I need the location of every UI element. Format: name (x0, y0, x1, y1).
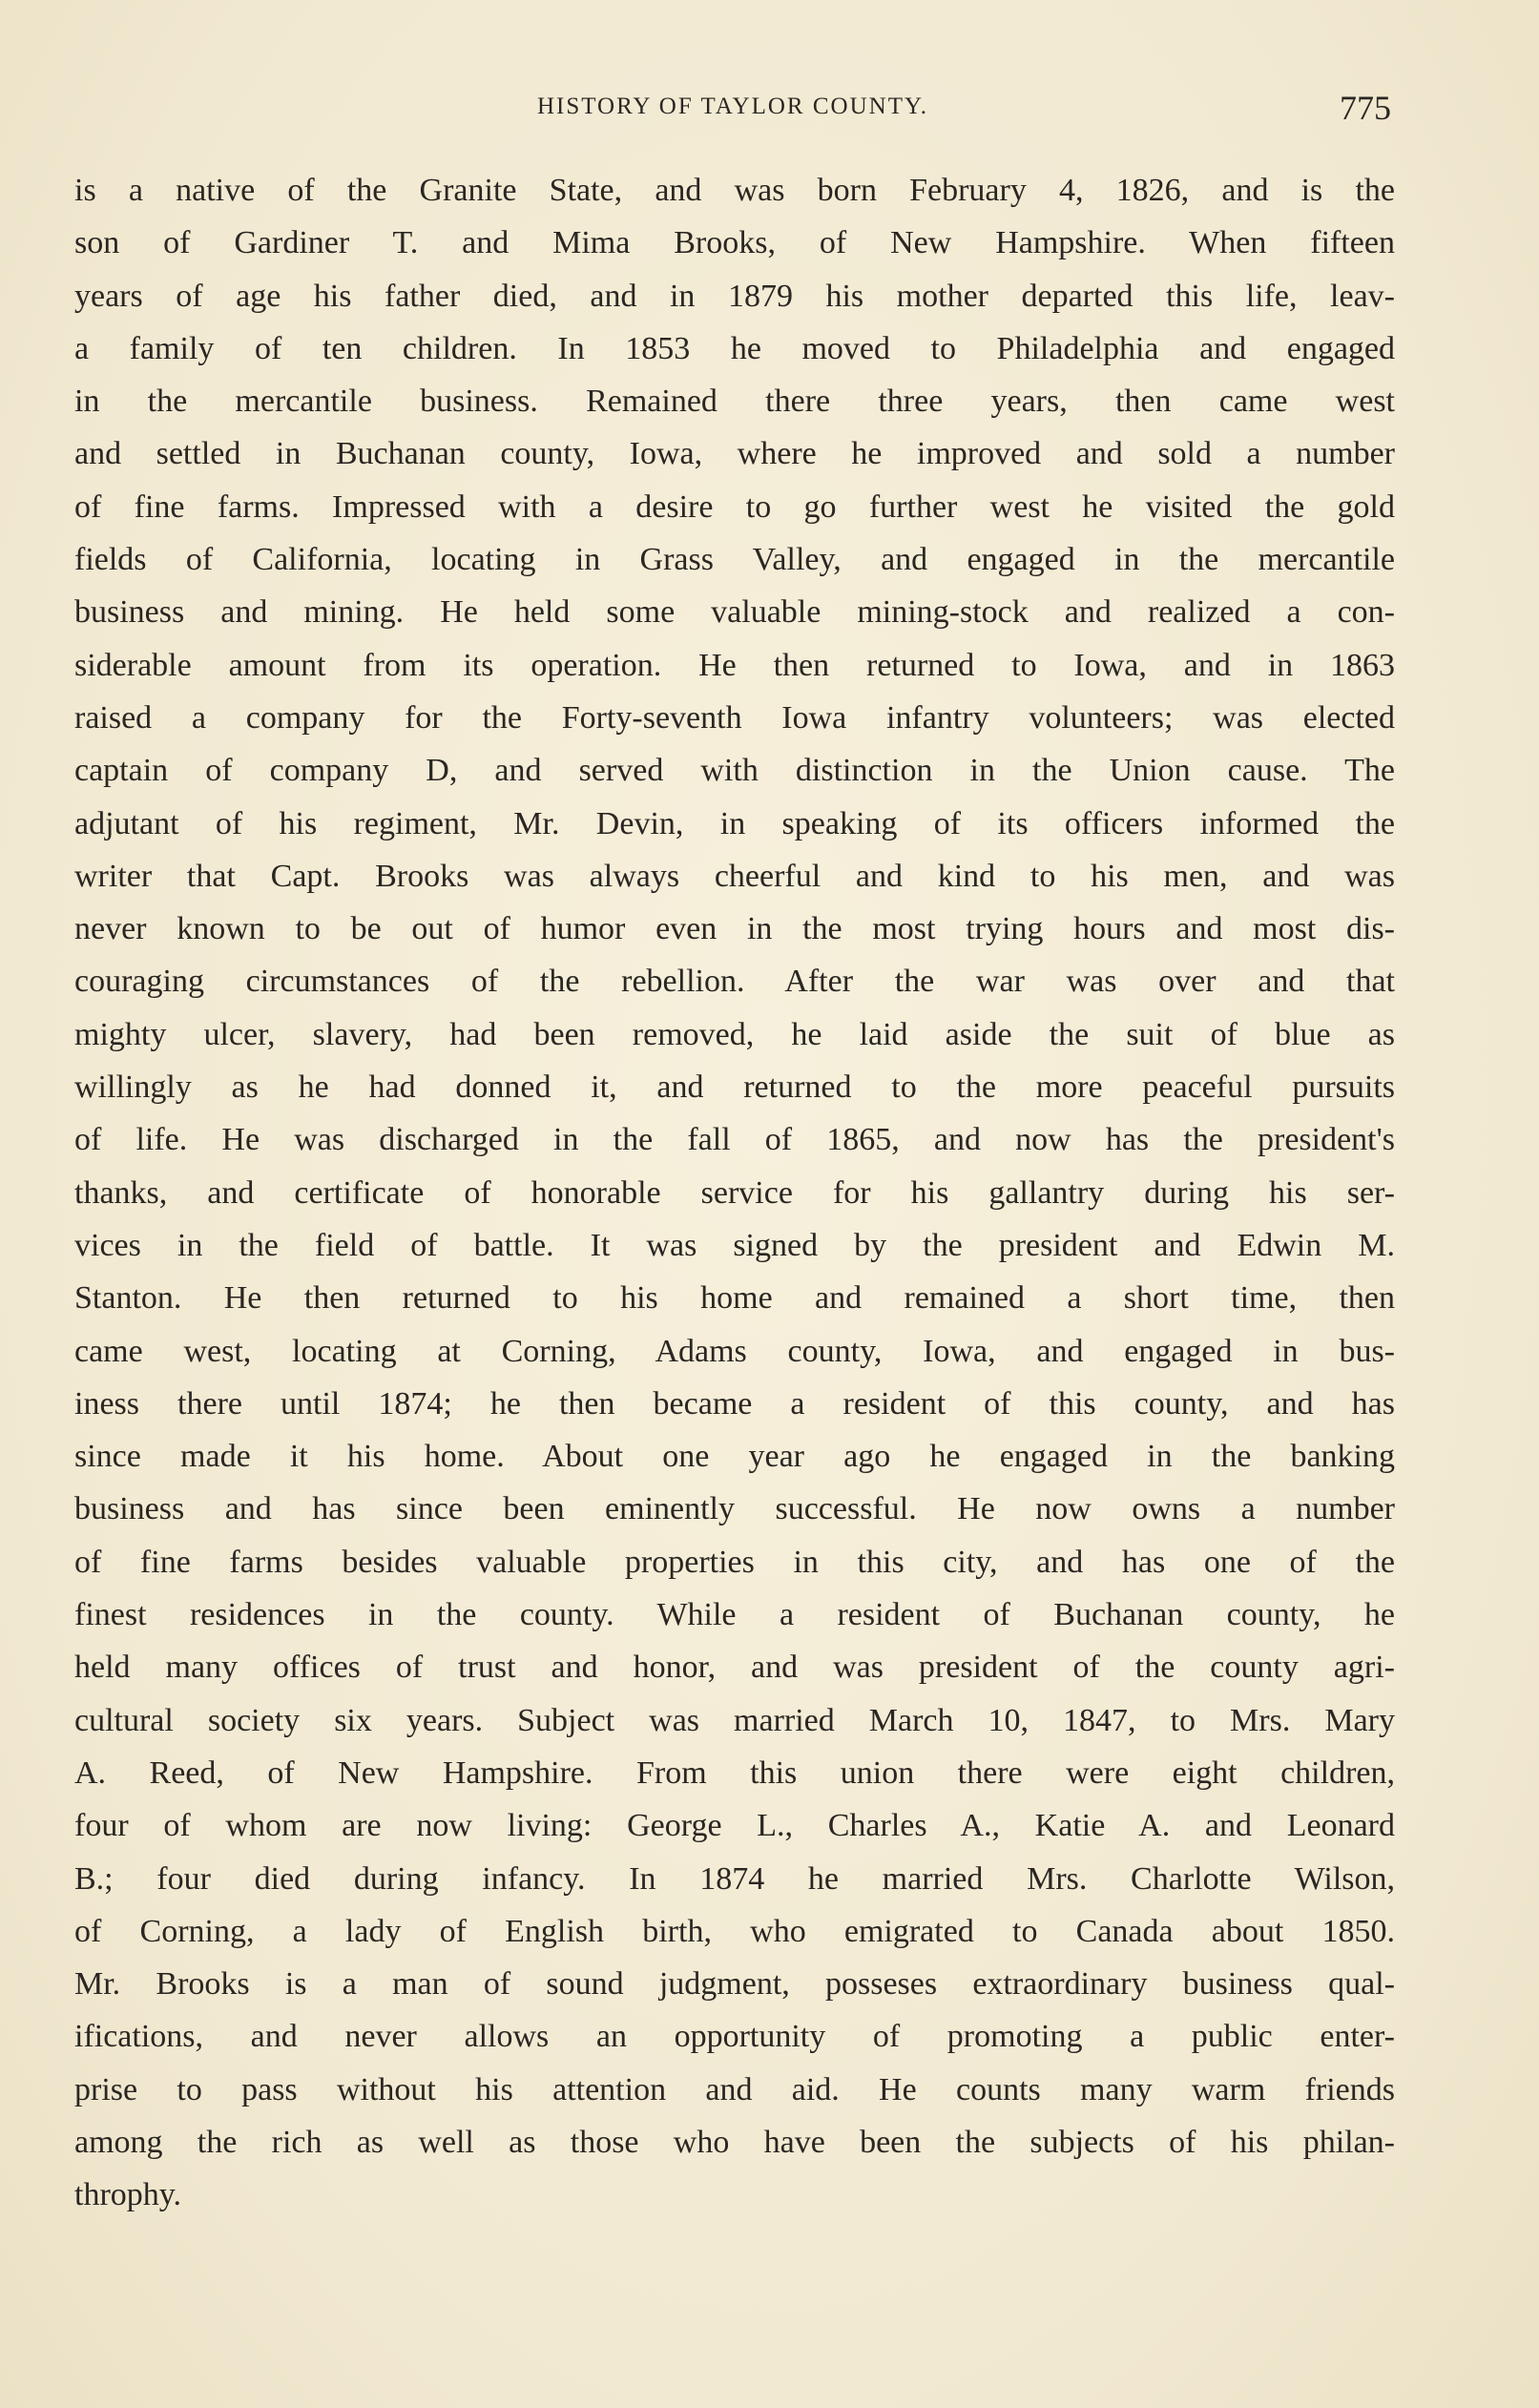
text-line: willingly as he had donned it, and returned to the more peaceful pursuits (74, 1069, 1395, 1106)
text-line: finest residences in the county. While a resident of Buchanan county, he (74, 1597, 1395, 1633)
body-paragraph (74, 164, 1395, 2222)
text-line: thanks, and certificate of honorable service for his gallantry during his ser- (74, 1174, 1395, 1211)
text-line: and settled in Buchanan county, Iowa, where he improved and sold a number (74, 436, 1395, 472)
text-line: adjutant of his regiment, Mr. Devin, in speaking of its officers informed the (74, 805, 1395, 841)
text-line: siderable amount from its operation. He then returned to Iowa, and in 1863 (74, 647, 1395, 683)
text-line: of life. He was discharged in the fall of 1865, and now has the president's (74, 1122, 1395, 1158)
text-line: of Corning, a lady of English birth, who emigrated to Canada about 1850. (74, 1913, 1395, 1949)
text-line: throphy. (74, 2177, 182, 2213)
text-line: a family of ten children. In 1853 he moved to Philadelphia and engaged (74, 330, 1395, 366)
text-line: B.; four died during infancy. In 1874 he married Mrs. Charlotte Wilson, (74, 1860, 1395, 1897)
text-line: never known to be out of humor even in the most trying hours and most dis- (74, 911, 1395, 947)
text-line: fields of California, locating in Grass Valley, and engaged in the mercantile (74, 542, 1395, 578)
running-header (74, 88, 1391, 126)
text-line: mighty ulcer, slavery, had been removed, he laid aside the suit of blue as (74, 1016, 1395, 1052)
text-line: raised a company for the Forty-seventh Iowa infantry volunteers; was elected (74, 699, 1395, 736)
text-line: Stanton. He then returned to his home and remained a short time, then (74, 1280, 1395, 1317)
text-line: in the mercantile business. Remained there three years, then came west (74, 384, 1395, 420)
text-line: prise to pass without his attention and aid. He counts many warm friends (74, 2071, 1395, 2107)
text-line: captain of company D, and served with distinction in the Union cause. The (74, 753, 1395, 789)
text-line: since made it his home. About one year ago he engaged in the banking (74, 1439, 1395, 1475)
text-line: business and has since been eminently successful. He now owns a number (74, 1491, 1395, 1527)
text-line: Mr. Brooks is a man of sound judgment, posseses extraordinary business qual- (74, 1966, 1395, 2003)
text-line: ifications, and never allows an opportunity of promoting a public enter- (74, 2019, 1395, 2055)
text-line: is a native of the Granite State, and was born February 4, 1826, and is the (74, 173, 1395, 208)
text-line: business and mining. He held some valuable mining-stock and realized a con- (74, 594, 1395, 631)
running-title: HISTORY OF TAYLOR COUNTY. (536, 93, 929, 119)
page-number: 775 (1340, 89, 1391, 127)
text-line: of fine farms besides valuable properties in this city, and has one of the (74, 1544, 1395, 1580)
text-line: came west, locating at Corning, Adams county, Iowa, and engaged in bus- (74, 1333, 1395, 1369)
text-line: of fine farms. Impressed with a desire to go further west he visited the gold (74, 488, 1395, 525)
text-line: son of Gardiner T. and Mima Brooks, of New Hampshire. When fifteen (74, 225, 1395, 261)
text-line: years of age his father died, and in 1879 his mother departed this life, leav- (74, 278, 1395, 314)
text-line: writer that Capt. Brooks was always cheerful and kind to his men, and was (74, 858, 1395, 894)
text-line: A. Reed, of New Hampshire. From this union there were eight children, (74, 1754, 1395, 1791)
text-line: four of whom are now living: George L., Charles A., Katie A. and Leonard (74, 1808, 1395, 1844)
text-line: vices in the field of battle. It was signed by the president and Edwin M. (74, 1227, 1395, 1263)
text-line: held many offices of trust and honor, and was president of the county agri- (74, 1650, 1395, 1686)
text-line: iness there until 1874; he then became a resident of this county, and has (74, 1385, 1395, 1422)
text-line: cultural society six years. Subject was married March 10, 1847, to Mrs. Mary (74, 1702, 1395, 1738)
text-line: among the rich as well as those who have been the subjects of his philan- (74, 2124, 1395, 2160)
text-line: couraging circumstances of the rebellion. After the war was over and that (74, 964, 1395, 1000)
